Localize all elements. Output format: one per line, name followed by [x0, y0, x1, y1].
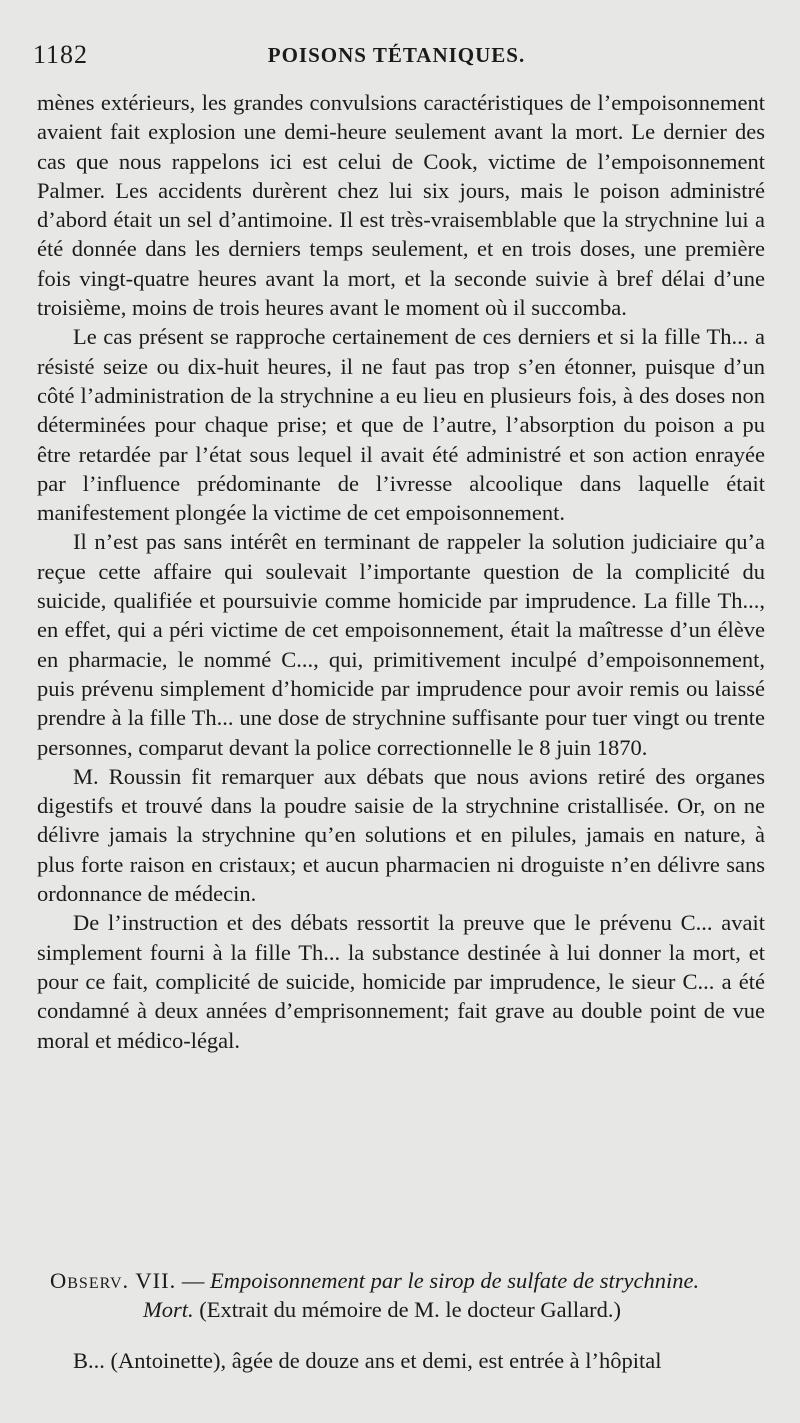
running-head: POISONS TÉTANIQUES. — [267, 43, 526, 67]
observation-dash: — — [176, 1268, 210, 1293]
paragraph: Le cas présent se rapproche certainement de ces derniers et si la fille Th... a résisté seize ou dix-huit heures, il ne faut pas trop s’en étonner, puisque d’un côté l’administration de la strychnine a eu lieu en plusieurs fois, à des doses non déterminées pour chaque prise; et que de l’autre, l’absorption du poison a pu être retardée par l’état sous lequel il avait été administré et son action enrayée par l’influence prédominante de l’ivresse alcoolique dans laquelle était manifestement plongée la victime de cet empoisonnement. — [37, 324, 765, 526]
page-header — [33, 40, 760, 76]
paragraph-continuation: mènes extérieurs, les grandes convulsions caractéristiques de l’empoisonnement avaient fait explosion une demi-heure seulement avant la mort. Le dernier des cas que nous rappelons ici est celui de Cook, victime de l’empoisonnement Palmer. Les accidents durèrent chez lui six jours, mais le poison administré d’abord était un sel d’antimoine. Il est très-vraisemblable que la strychnine lui a été donnée dans les derniers temps seulement, et en trois doses, une première fois vingt-quatre heures avant la mort, et la seconde suivie à bref délai d’une troisième, moins de trois heures avant le moment où il succomba. — [37, 90, 765, 321]
paragraph: Il n’est pas sans intérêt en terminant de rappeler la solution judiciaire qu’a reçue cette affaire qui soulevait l’importante question de la complicité du suicide, qualifiée et poursuivie comme homicide par imprudence. La fille Th..., en effet, qui a péri victime de cet empoisonnement, était la maîtresse d’un élève en pharmacie, le nommé C..., qui, primitivement inculpé d’empoisonnement, puis prévenu simplement d’homicide par imprudence pour avoir remis ou laissé prendre à la fille Th... une dose de strychnine suffisante pour tuer vingt ou trente personnes, comparut devant la police correctionnelle le 8 juin 1870. — [37, 529, 765, 760]
paragraph: M. Roussin fit remarquer aux débats que nous avions retiré des organes digestifs et trouvé dans la poudre saisie de la strychnine cristallisée. Or, on ne délivre jamais la strychnine qu’en solutions et en pilules, jamais en nature, à plus forte raison en cristaux; et aucun pharmacien ni droguiste n’en délivre sans ordonnance de médecin. — [37, 763, 765, 907]
page-number: 1182 — [33, 40, 89, 69]
paragraph: De l’instruction et des débats ressortit la preuve que le prévenu C... avait simplement fourni à la fille Th... la substance destinée à lui donner la mort, et pour ce fait, complicité de suicide, homicide par imprudence, le sieur C... a été condamné à deux années d’emprisonnement; fait grave au double point de vue moral et médico-légal. — [37, 910, 765, 1053]
observation-outcome: Mort. — [143, 1297, 194, 1323]
final-paragraph: B... (Antoinette), âgée de douze ans et demi, est entrée à l’hôpital — [73, 1348, 662, 1373]
body-text — [37, 88, 765, 1055]
observation-heading — [50, 1266, 765, 1325]
observation-title: Empoisonnement par le sirop de sulfate de strychnine. — [210, 1268, 700, 1293]
observation-label: Observ. VII. — [50, 1268, 177, 1293]
observation-source: (Extrait du mémoire de M. le docteur Gallard.) — [199, 1297, 621, 1323]
